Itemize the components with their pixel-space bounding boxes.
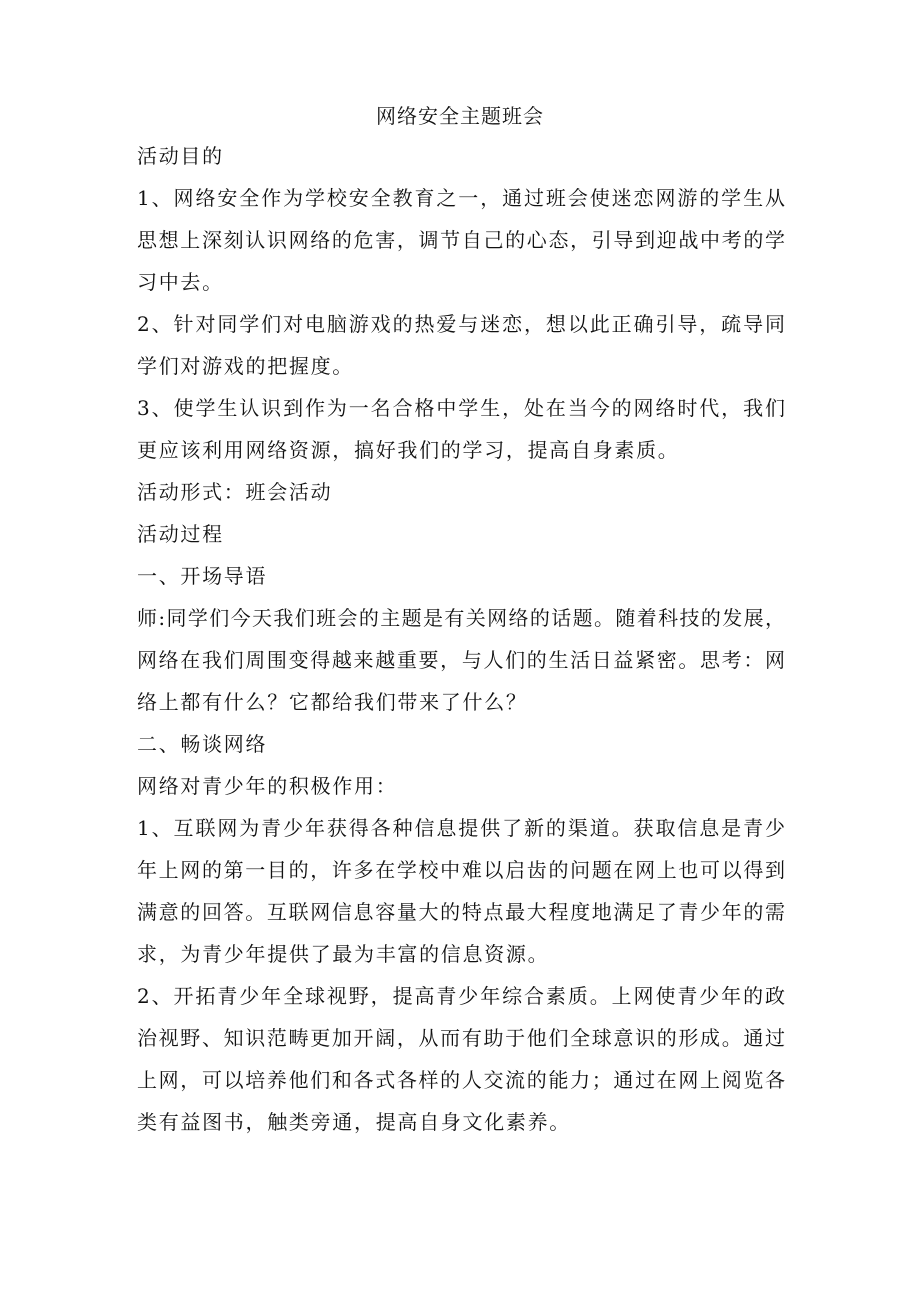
section-heading-discussion: 二、畅谈网络	[137, 732, 268, 756]
paragraph-line: 更应该利用网络资源，搞好我们的学习，提高自身素质。	[137, 438, 680, 462]
paragraph-line: 师:同学们今天我们班会的主题是有关网络的话题。随着科技的发展，	[137, 606, 785, 630]
document-body	[137, 141, 785, 1149]
paragraph-line: 年上网的第一目的，许多在学校中难以启齿的问题在网上也可以得到	[137, 858, 785, 882]
paragraph-line: 思想上深刻认识网络的危害，调节自己的心态，引导到迎战中考的学	[137, 228, 785, 252]
document-title: 网络安全主题班会	[376, 104, 544, 128]
heading-activity-process: 活动过程	[137, 522, 224, 546]
paragraph-line: 求，为青少年提供了最为丰富的信息资源。	[137, 942, 550, 966]
paragraph-line: 1、网络安全作为学校安全教育之一，通过班会使迷恋网游的学生从	[137, 186, 785, 210]
paragraph-line: 治视野、知识范畴更加开阔，从而有助于他们全球意识的形成。通过	[137, 1026, 785, 1050]
paragraph-line: 类有益图书，触类旁通，提高自身文化素养。	[137, 1110, 571, 1134]
paragraph-line: 满意的回答。互联网信息容量大的特点最大程度地满足了青少年的需	[137, 900, 785, 924]
paragraph-line: 上网，可以培养他们和各式各样的人交流的能力；通过在网上阅览各	[137, 1068, 785, 1092]
heading-activity-form: 活动形式：班会活动	[137, 480, 333, 504]
paragraph-line: 学们对游戏的把握度。	[137, 354, 354, 378]
paragraph-line: 2、针对同学们对电脑游戏的热爱与迷恋，想以此正确引导，疏导同	[137, 312, 785, 336]
paragraph-line: 络上都有什么？它都给我们带来了什么？	[137, 690, 528, 714]
section-heading-opening: 一、开场导语	[137, 564, 268, 588]
paragraph-line: 习中去。	[137, 270, 224, 294]
heading-activity-purpose: 活动目的	[137, 144, 224, 168]
paragraph-line: 网络在我们周围变得越来越重要，与人们的生活日益紧密。思考：网	[137, 648, 785, 672]
paragraph-line: 1、互联网为青少年获得各种信息提供了新的渠道。获取信息是青少	[137, 816, 785, 840]
paragraph-line: 3、使学生认识到作为一名合格中学生，处在当今的网络时代，我们	[137, 396, 785, 420]
subheading-positive-effects: 网络对青少年的积极作用：	[137, 774, 398, 798]
paragraph-line: 2、开拓青少年全球视野，提高青少年综合素质。上网使青少年的政	[137, 984, 785, 1008]
